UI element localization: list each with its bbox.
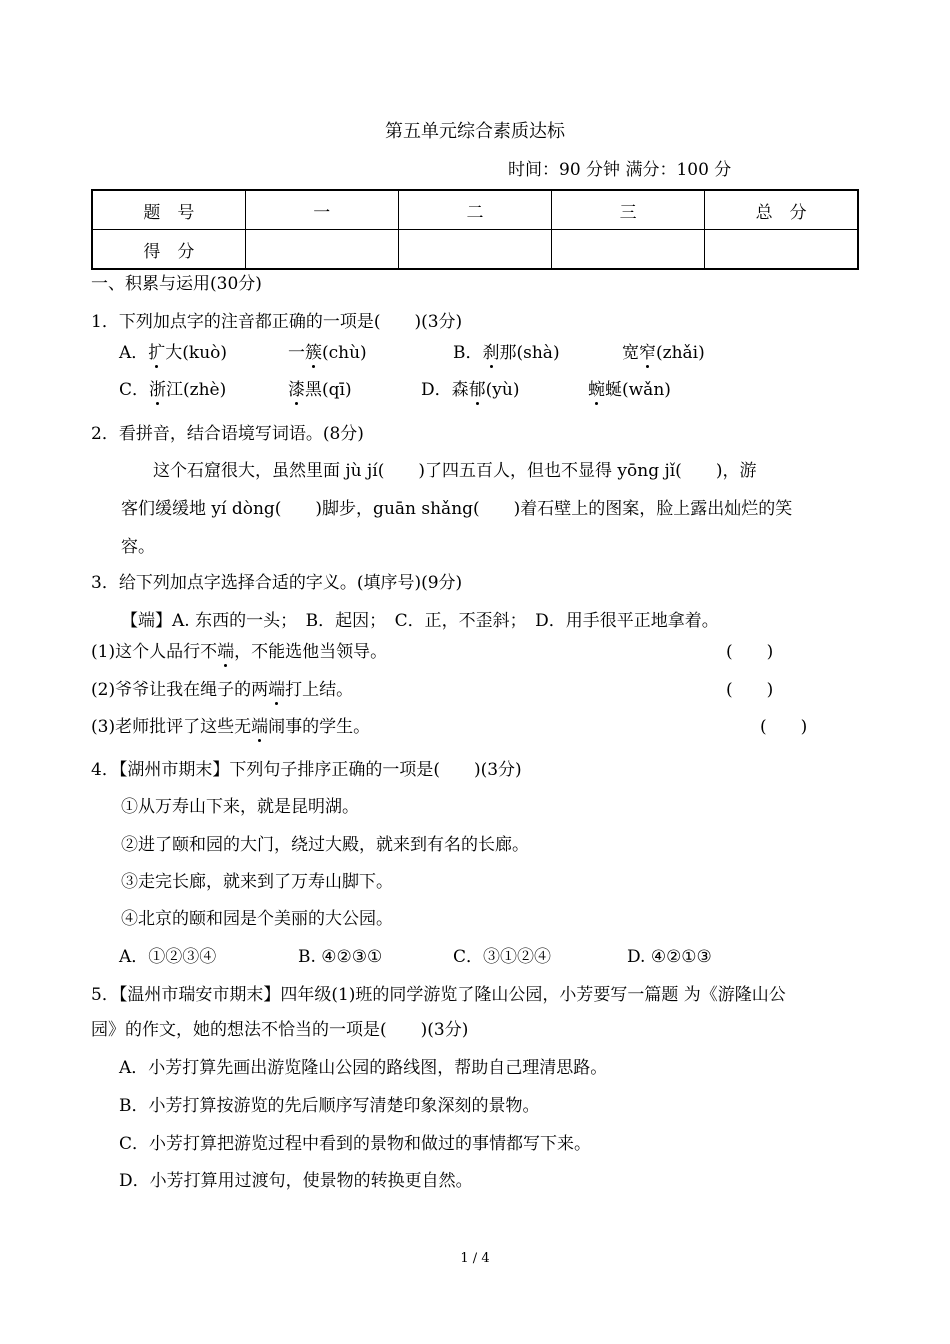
q4-stem: 4．【湖州市期末】下列句子排序正确的一项是( )(3分) — [91, 760, 522, 780]
page-title: 第五单元综合素质达标 — [385, 121, 565, 142]
q3-definitions: 【端】A. 东西的一头； B．起因； C．正，不歪斜； D．用手很平正地拿着。 — [121, 611, 719, 631]
q5-option: A．小芳打算先画出游览隆山公园的路线图，帮助自己理清思路。 — [119, 1058, 608, 1078]
dotted-char: 郁 — [468, 380, 486, 400]
q1-option-c2 — [288, 380, 352, 400]
q5-option: D．小芳打算用过渡句，使景物的转换更自然。 — [119, 1171, 473, 1191]
section-heading: 一、积累与运用(30分) — [91, 274, 262, 294]
q4-sentence: ①从万寿山下来，就是昆明湖。 — [121, 797, 359, 817]
score-table-cell: 总 分 — [705, 190, 858, 230]
option-text: 黑(qī) — [305, 380, 352, 400]
dotted-char: 蜿 — [588, 380, 605, 400]
q1-option-a2 — [288, 343, 367, 363]
option-text: 一 — [288, 343, 305, 363]
dotted-char: 端 — [217, 642, 235, 662]
sentence-text: 打上结。 — [285, 680, 354, 700]
sentence-text: 闹事的学生。 — [268, 717, 371, 737]
q3-sentence-2 — [91, 680, 353, 700]
q4-option-d: D. ④②①③ — [627, 947, 712, 967]
answer-blank[interactable]: ( ) — [726, 642, 774, 662]
q2-passage-line: 这个石窟很大，虽然里面 jù jí( )了四五百人，但也不显得 yōng jǐ( )，游 — [153, 461, 757, 481]
dotted-char: 簇 — [305, 343, 322, 363]
q2-passage-line: 客们缓缓地 yí dòng( )脚步，guān shǎng( )着石壁上的图案，脸上露出灿烂的笑 — [121, 499, 793, 519]
q1-stem: 1．下列加点字的注音都正确的一项是( )(3分) — [91, 312, 463, 332]
q5-stem: 5．【温州市瑞安市期末】四年级(1)班的同学游览了隆山公园，小芳要写一篇题 为《游隆山公 — [91, 985, 786, 1005]
sentence-text: (1)这个人品行不 — [91, 642, 218, 662]
dotted-char: 端 — [251, 717, 269, 737]
q4-option-a: A．①②③④ — [119, 947, 217, 967]
option-text: 江(zhè) — [166, 380, 227, 400]
q1-option-b2 — [622, 343, 705, 363]
score-input-cell[interactable] — [552, 230, 705, 270]
option-text: 宽 — [622, 343, 639, 363]
q1-option-d1 — [421, 380, 519, 400]
option-text: 大(kuò) — [165, 343, 228, 363]
q1-option-c1 — [119, 380, 226, 400]
page-number: 1 / 4 — [460, 1251, 490, 1266]
score-input-cell[interactable] — [705, 230, 858, 270]
sentence-text: ，不能选他当领导。 — [234, 642, 388, 662]
score-table-cell: 二 — [398, 190, 551, 230]
score-table-cell: 题 号 — [92, 190, 245, 230]
q3-stem: 3．给下列加点字选择合适的字义。(填序号)(9分) — [91, 573, 463, 593]
dotted-char: 刹 — [482, 343, 500, 363]
q4-sentence: ②进了颐和园的大门，绕过大殿，就来到有名的长廊。 — [121, 835, 529, 855]
dotted-char: 浙 — [149, 380, 167, 400]
q4-option-b: B. ④②③① — [298, 947, 383, 967]
dotted-char: 端 — [268, 680, 286, 700]
answer-blank[interactable]: ( ) — [726, 680, 774, 700]
option-label: A． — [119, 343, 149, 363]
sentence-text: (2)爷爷让我在绳子的两 — [91, 680, 269, 700]
option-text: (yù) — [485, 380, 520, 400]
option-text: (zhǎi) — [656, 343, 705, 363]
q2-stem: 2．看拼音，结合语境写词语。(8分) — [91, 424, 364, 444]
q1-option-b1 — [453, 343, 560, 363]
score-table — [91, 189, 859, 270]
option-text: 森 — [451, 380, 469, 400]
q2-passage-line: 容。 — [121, 537, 155, 557]
q5-option: C．小芳打算把游览过程中看到的景物和做过的事情都写下来。 — [119, 1134, 592, 1154]
q5-stem-cont: 园》的作文，她的想法不恰当的一项是( )(3分) — [91, 1020, 469, 1040]
option-label: B． — [453, 343, 483, 363]
option-label: C． — [119, 380, 150, 400]
score-table-header-row — [92, 190, 858, 230]
q1-option-a1 — [119, 343, 227, 363]
q3-sentence-1 — [91, 642, 387, 662]
score-table-score-row — [92, 230, 858, 270]
score-table-cell: 三 — [552, 190, 705, 230]
option-text: 蜒(wǎn) — [605, 380, 671, 400]
option-text: 那(shà) — [499, 343, 560, 363]
score-input-cell[interactable] — [398, 230, 551, 270]
sentence-text: (3)老师批评了这些无 — [91, 717, 252, 737]
score-table-cell: 一 — [245, 190, 398, 230]
q4-sentence: ④北京的颐和园是个美丽的大公园。 — [121, 909, 393, 929]
q4-option-c: C．③①②④ — [453, 947, 552, 967]
score-table-cell: 得 分 — [92, 230, 245, 270]
option-text: (chù) — [322, 343, 367, 363]
dotted-char: 窄 — [639, 343, 656, 363]
score-input-cell[interactable] — [245, 230, 398, 270]
answer-blank[interactable]: ( ) — [760, 717, 808, 737]
q5-option: B．小芳打算按游览的先后顺序写清楚印象深刻的景物。 — [119, 1096, 540, 1116]
dotted-char: 扩 — [148, 343, 166, 363]
dotted-char: 漆 — [288, 380, 305, 400]
q1-option-d2 — [588, 380, 671, 400]
time-info: 时间：90 分钟 满分：100 分 — [508, 160, 732, 180]
option-label: D． — [421, 380, 452, 400]
q4-sentence: ③走完长廊，就来到了万寿山脚下。 — [121, 872, 393, 892]
q3-sentence-3 — [91, 717, 370, 737]
